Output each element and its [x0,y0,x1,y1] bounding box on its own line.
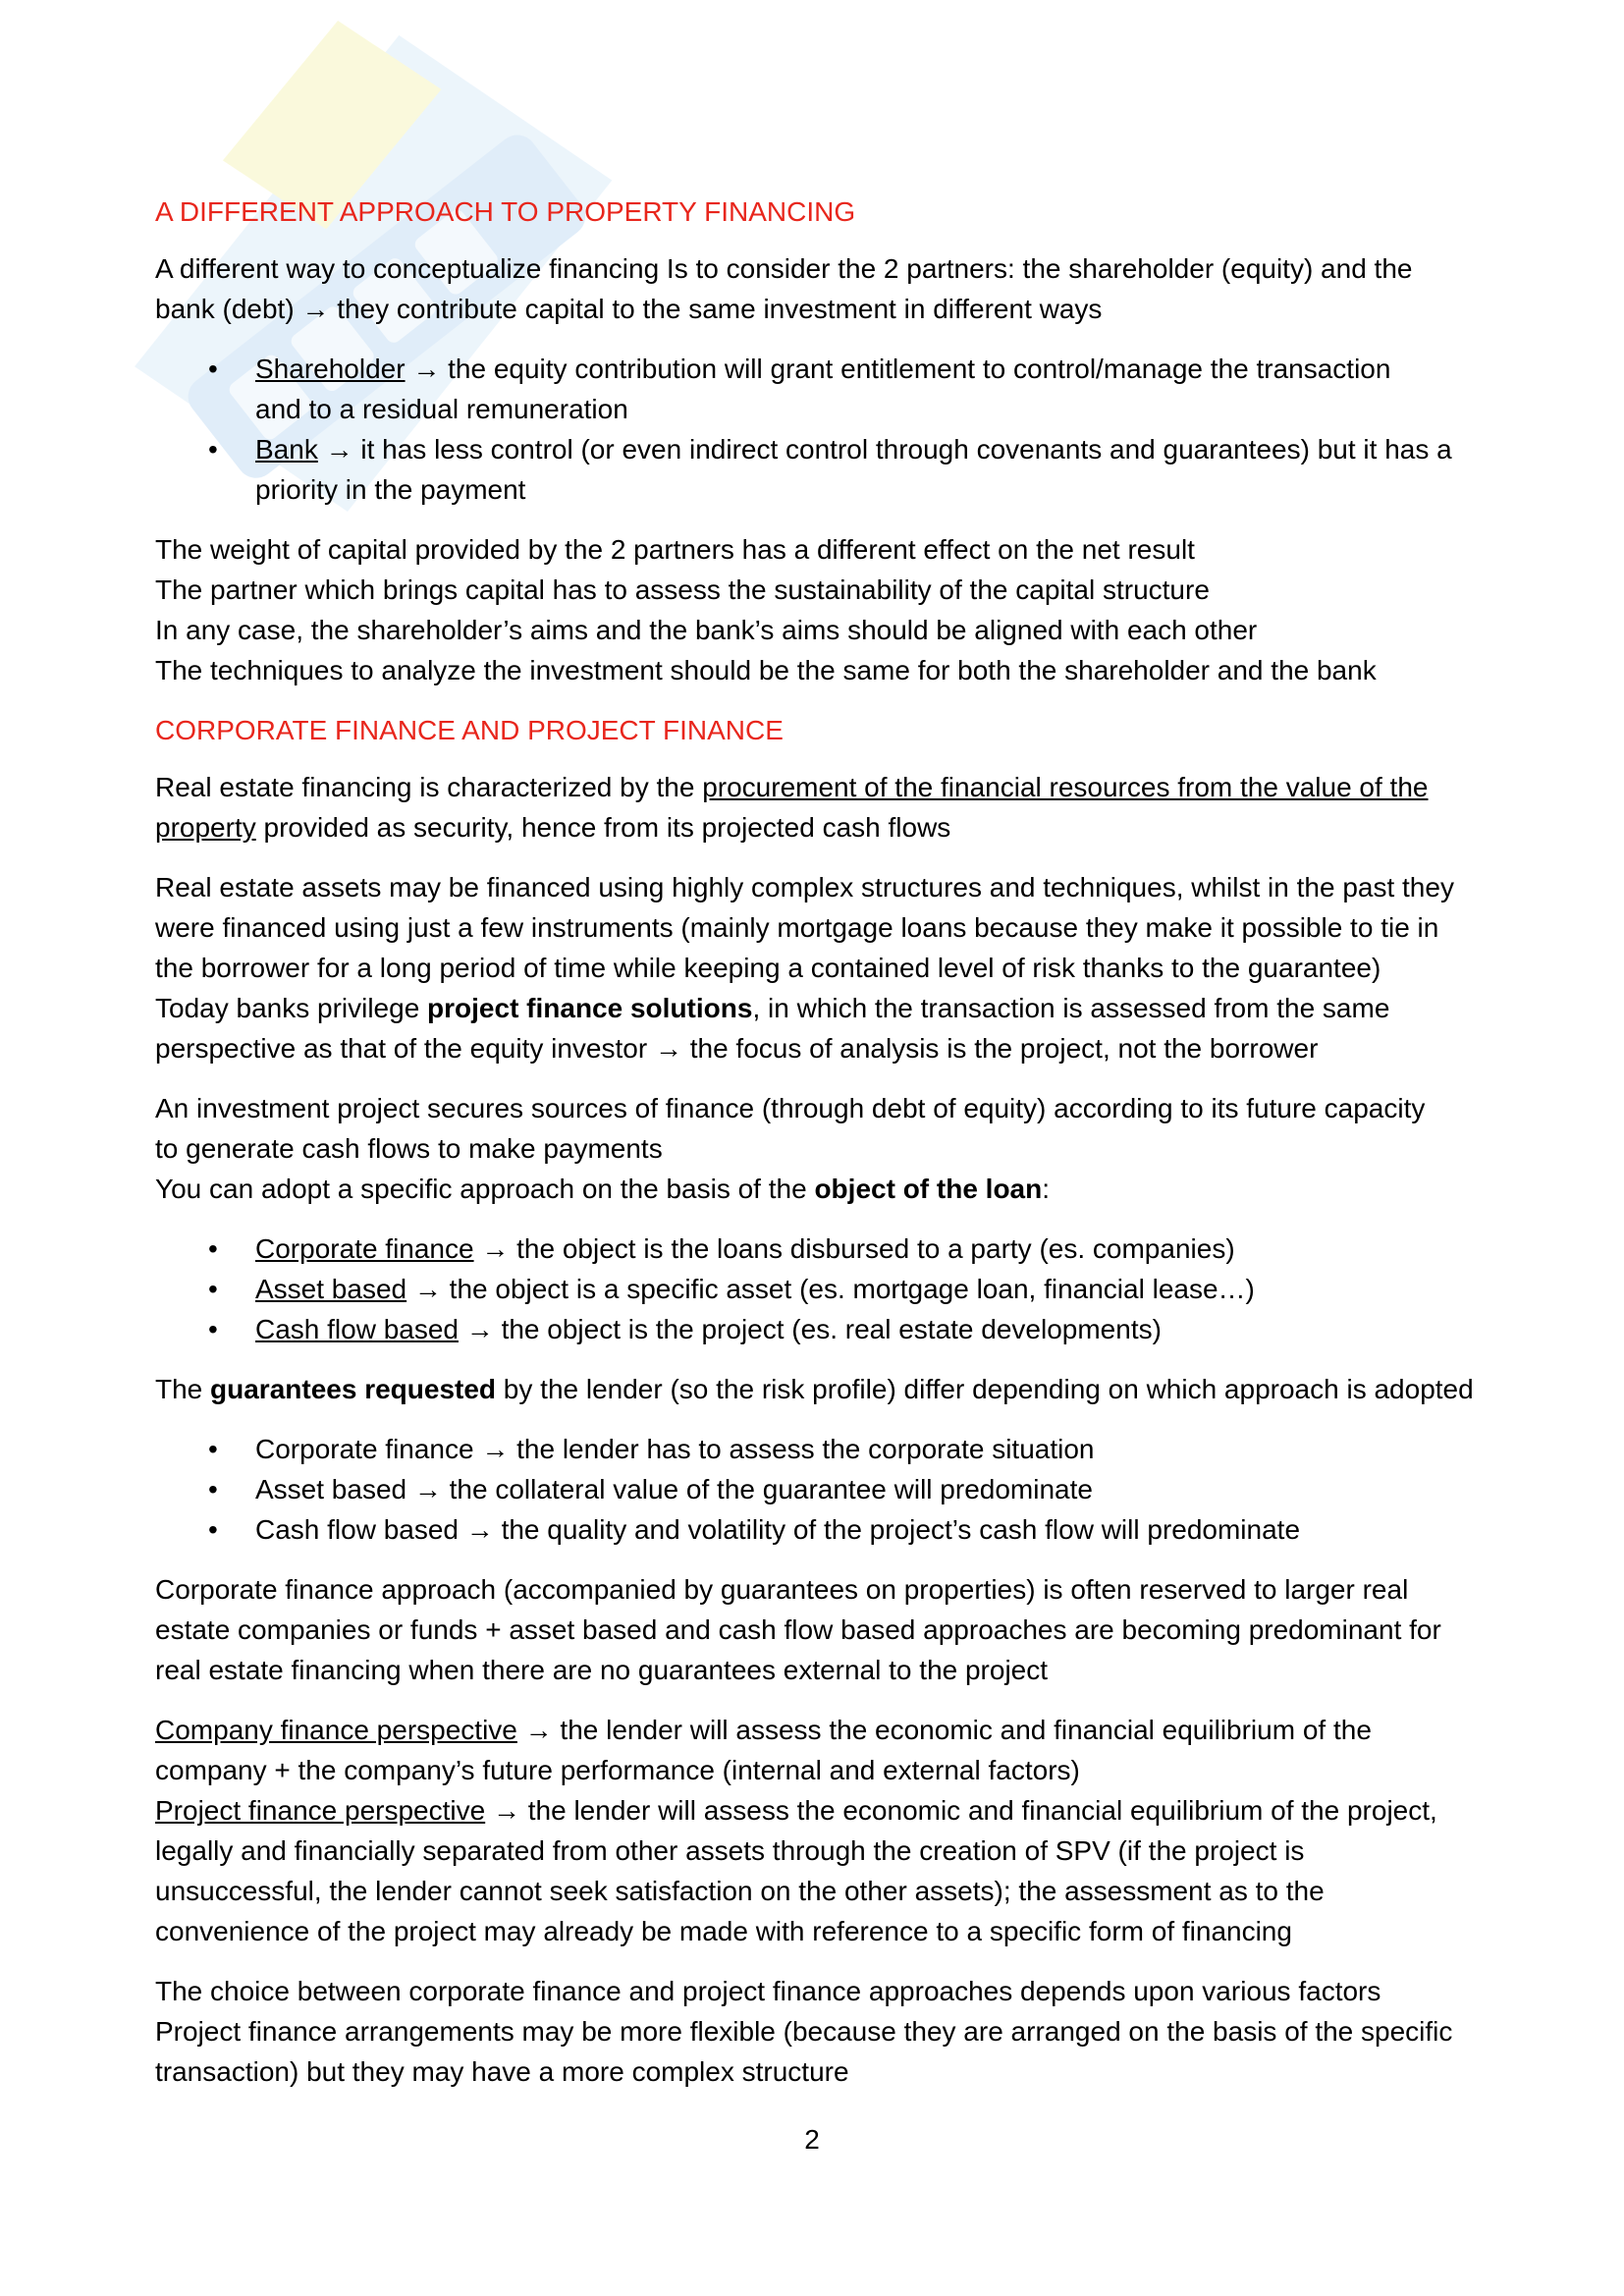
partners-bullet-list [155,349,1490,510]
document-page [155,191,1490,2111]
paragraph-two-partners: A different way to conceptualize financing Is to consider the 2 partners: the shareholder (equity) and the bank (debt) → they contribute capital to the same investment in different ways [155,253,1413,324]
list-item: • Cash flow based → the quality and volatility of the project’s cash flow will predominate [155,1509,1490,1550]
paragraph-guarantees: The guarantees requested by the lender (so the risk profile) differ depending on which approach is adopted [155,1374,1474,1404]
guarantees-bullet-list [155,1429,1490,1550]
list-item: • Corporate finance → the lender has to assess the corporate situation [155,1429,1490,1469]
page-number: 2 [804,2124,820,2155]
paragraph-choice: The choice between corporate finance and project finance approaches depends upon various factors Project finance arrangements may be more flexible (because they are arranged on the basis of the specific transaction) but they may have a more complex structure [155,1976,1453,2087]
list-item: • Corporate finance → the object is the loans disbursed to a party (es. companies) [155,1229,1490,1269]
list-item: • Asset based → the object is a specific asset (es. mortgage loan, financial lease…) [155,1269,1490,1309]
section-heading-corporate-project-finance: CORPORATE FINANCE AND PROJECT FINANCE [155,715,784,745]
paragraph-real-estate-financing: Real estate financing is characterized by the procurement of the financial resources from the value of the property provided as security, hence from its projected cash flows [155,772,1429,843]
paragraph-real-estate-assets: Real estate assets may be financed using highly complex structures and techniques, whilst in the past they were financed using just a few instruments (mainly mortgage loans because they make it possible to tie in the borrower for a long period of time while keeping a contained level of risk thanks to the guarantee) Today banks privilege project finance solutions, in which the transaction is assessed from the same perspective as that of the equity investor → the focus of analysis is the project, not the borrower [155,872,1454,1064]
section-heading-property-financing: A DIFFERENT APPROACH TO PROPERTY FINANCING [155,196,856,227]
paragraph-perspectives: Company finance perspective → the lender will assess the economic and financial equilibrium of the company + the company’s future performance (internal and external factors) Project finance perspective → the lender will assess the economic and financial equilibrium of the project, legally and financially separated from other assets through the creation of SPV (if the project is unsuccessful, the lender cannot seek satisfaction on the other assets); the assessment as to the convenience of the project may already be made with reference to a specific form of financing [155,1715,1437,1946]
list-item: • Asset based → the collateral value of the guarantee will predominate [155,1469,1490,1509]
list-item: • Cash flow based → the object is the project (es. real estate developments) [155,1309,1490,1349]
paragraph-capital-weight: The weight of capital provided by the 2 partners has a different effect on the net result The partner which brings capital has to assess the sustainability of the capital structure In any case, the shareholder’s aims and the bank’s aims should be aligned with each other The techniques to analyze the investment should be the same for both the shareholder and the bank [155,534,1377,685]
list-item: • Shareholder → the equity contribution will grant entitlement to control/manage the transaction and to a residual remuneration [155,349,1490,429]
paragraph-investment-project: An investment project secures sources of finance (through debt of equity) according to its future capacity to generate cash flows to make payments You can adopt a specific approach on the basis of the object of the loan: [155,1093,1426,1204]
list-item: • Bank → it has less control (or even indirect control through covenants and guarantees) but it has a priority in the payment [155,429,1490,510]
loan-object-bullet-list [155,1229,1490,1349]
paragraph-corporate-approach: Corporate finance approach (accompanied by guarantees on properties) is often reserved to larger real estate companies or funds + asset based and cash flow based approaches are becoming predominant for real estate financing when there are no guarantees external to the project [155,1574,1441,1685]
